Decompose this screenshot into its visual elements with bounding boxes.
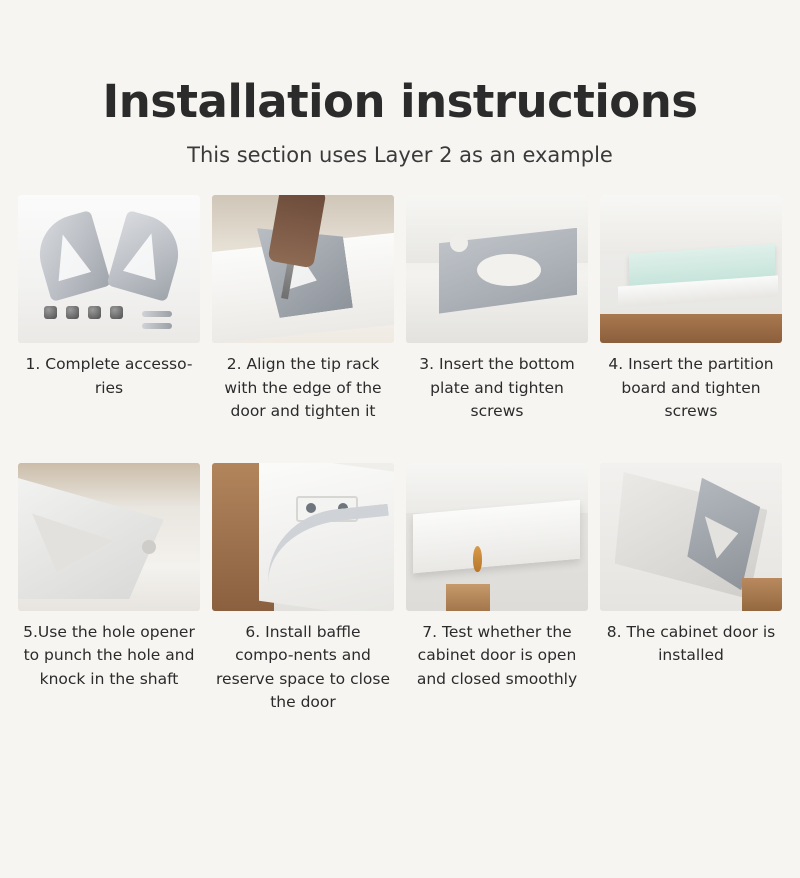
step-caption-7: 7. Test whether the cabinet door is open and closed smoothly (416, 623, 578, 688)
install-baffle-photo (212, 463, 394, 611)
step-caption-5: 5.Use the hole opener to punch the hole and knock in the shaft (23, 623, 195, 688)
step-caption-2: 2. Align the tip rack with the edge of the door and tighten it (224, 355, 382, 420)
steps-grid-row-1 (18, 195, 782, 423)
step-card-2 (212, 195, 394, 423)
step-caption-6: 6. Install baffle compo-nents and reserve space to close the door (216, 623, 390, 711)
insert-bottom-plate-photo (406, 195, 588, 343)
page-subtitle: This section uses Layer 2 as an example (187, 143, 613, 168)
step-caption-3: 3. Insert the bottom plate and tighten screws (419, 355, 575, 420)
hole-opener-photo (18, 463, 200, 611)
test-cabinet-door-photo (406, 463, 588, 611)
page-title: Installation instructions (102, 75, 698, 128)
installation-instructions-page (0, 75, 800, 878)
step-caption-4: 4. Insert the partition board and tighten screws (608, 355, 774, 420)
step-card-6 (212, 463, 394, 714)
complete-accessories-photo (18, 195, 200, 343)
step-card-1 (18, 195, 200, 423)
step-caption-1: 1. Complete accesso-ries (25, 355, 193, 397)
step-card-5 (18, 463, 200, 714)
step-card-4 (600, 195, 782, 423)
step-caption-8: 8. The cabinet door is installed (606, 623, 776, 665)
steps-grid-row-2 (18, 463, 782, 714)
align-tip-rack-photo (212, 195, 394, 343)
step-card-7 (406, 463, 588, 714)
step-card-8 (600, 463, 782, 714)
step-card-3 (406, 195, 588, 423)
insert-partition-board-photo (600, 195, 782, 343)
cabinet-door-installed-photo (600, 463, 782, 611)
